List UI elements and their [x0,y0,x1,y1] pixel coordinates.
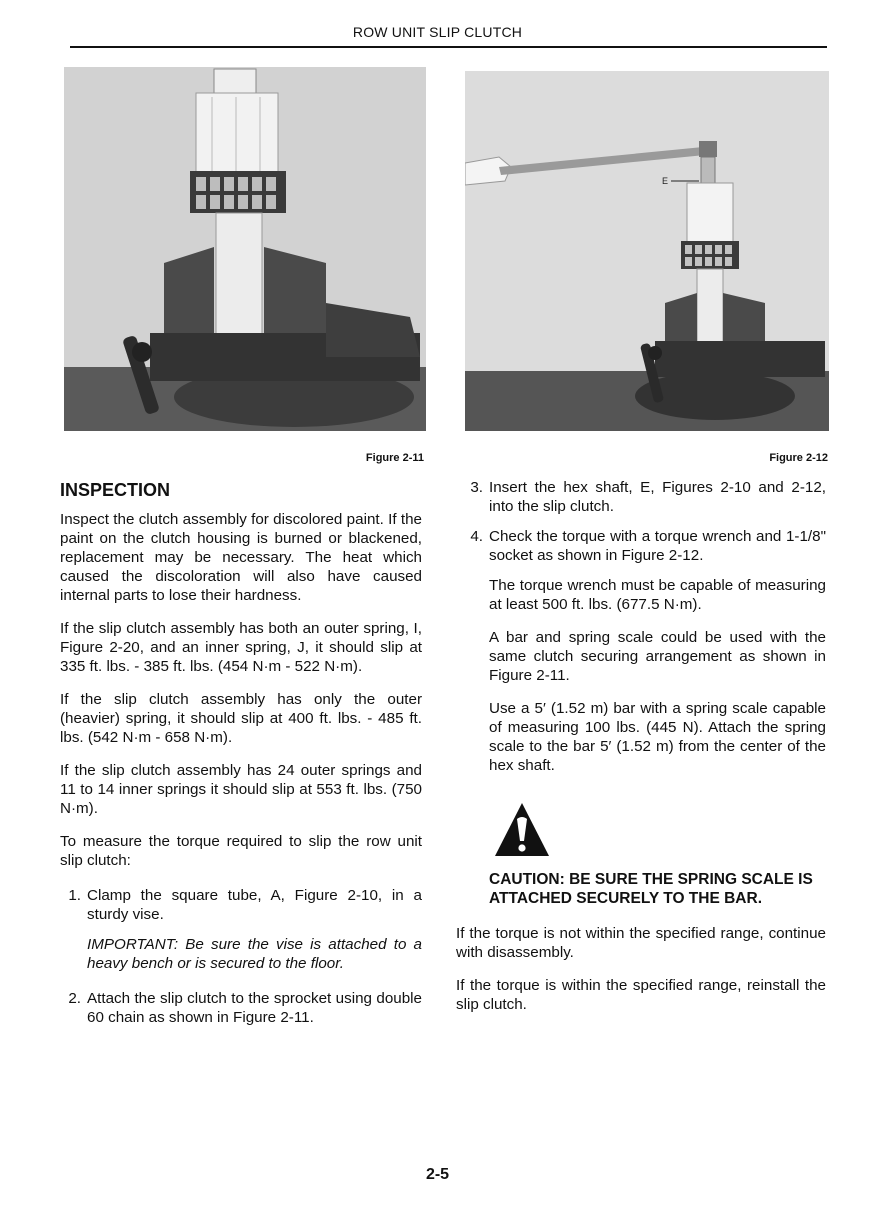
header-rule [70,46,827,48]
caution-text: CAUTION: BE SURE THE SPRING SCALE IS ATTACHED SECURELY TO THE BAR. [489,871,813,907]
paragraph: If the slip clutch assembly has both an outer spring, I, Figure 2-20, and an inner spring, J, it should slip at 335 ft. lbs. - 385 ft. lbs. (454 N·m - 522 N·m). [60,620,422,675]
inspection-heading: INSPECTION [60,480,171,500]
page-number: 2-5 [425,1166,450,1183]
step-item [456,478,826,516]
step-number: 2. [68,990,81,1007]
step-item [456,527,826,565]
step-item [60,989,422,1027]
paragraph: If the torque is within the specified range, reinstall the slip clutch. [456,977,826,1013]
step-number: 4. [470,528,483,545]
step-text: Insert the hex shaft, E, Figures 2-10 and 2-12, into the slip clutch. [489,479,826,515]
important-note: IMPORTANT: Be sure the vise is attached to a heavy bench or is secured to the floor. [87,936,422,972]
paragraph: To measure the torque required to slip the row unit slip clutch: [60,833,422,869]
step-text: Check the torque with a torque wrench and 1-1/8" socket as shown in Figure 2-12. [489,528,826,564]
left-column [60,480,422,1038]
warning-icon [493,801,551,859]
step-text: Attach the slip clutch to the sprocket using double 60 chain as shown in Figure 2-11. [87,990,422,1026]
paragraph: If the slip clutch assembly has 24 outer springs and 11 to 14 inner springs it should slip at 553 ft. lbs. (750 N·m). [60,762,422,817]
step-number: 3. [470,479,483,496]
paragraph: A bar and spring scale could be used with the same clutch securing arrangement as shown in Figure 2-11. [489,629,826,684]
paragraph: Inspect the clutch assembly for discolored paint. If the paint on the clutch housing is burned or blackened, replacement may be necessary. The heat which caused the discoloration will also have caused internal parts to lose their hardness. [60,511,422,604]
figure-2-11-caption: Figure 2-11 [365,452,424,464]
figure-2-12-photo [465,71,829,431]
right-column [456,478,826,1028]
paragraph: Use a 5′ (1.52 m) bar with a spring scale capable of measuring 100 lbs. (445 N). Attach the spring scale to the bar 5′ (1.52 m) from the center of the hex shaft. [489,700,826,774]
paragraph: The torque wrench must be capable of measuring at least 500 ft. lbs. (677.5 N·m). [489,577,826,613]
step-text: Clamp the square tube, A, Figure 2-10, in a sturdy vise. [87,887,422,923]
label-e: E [662,176,669,186]
paragraph: If the slip clutch assembly has only the outer (heavier) spring, it should slip at 400 ft. lbs. - 485 ft. lbs. (542 N·m - 658 N·m). [60,691,422,746]
figure-2-12-caption: Figure 2-12 [769,452,828,464]
step-item [60,886,422,924]
figure-2-11-photo [64,67,426,431]
step-number: 1. [68,887,81,904]
paragraph: If the torque is not within the specified range, continue with disassembly. [456,925,826,961]
page-header: ROW UNIT SLIP CLUTCH [352,24,523,40]
